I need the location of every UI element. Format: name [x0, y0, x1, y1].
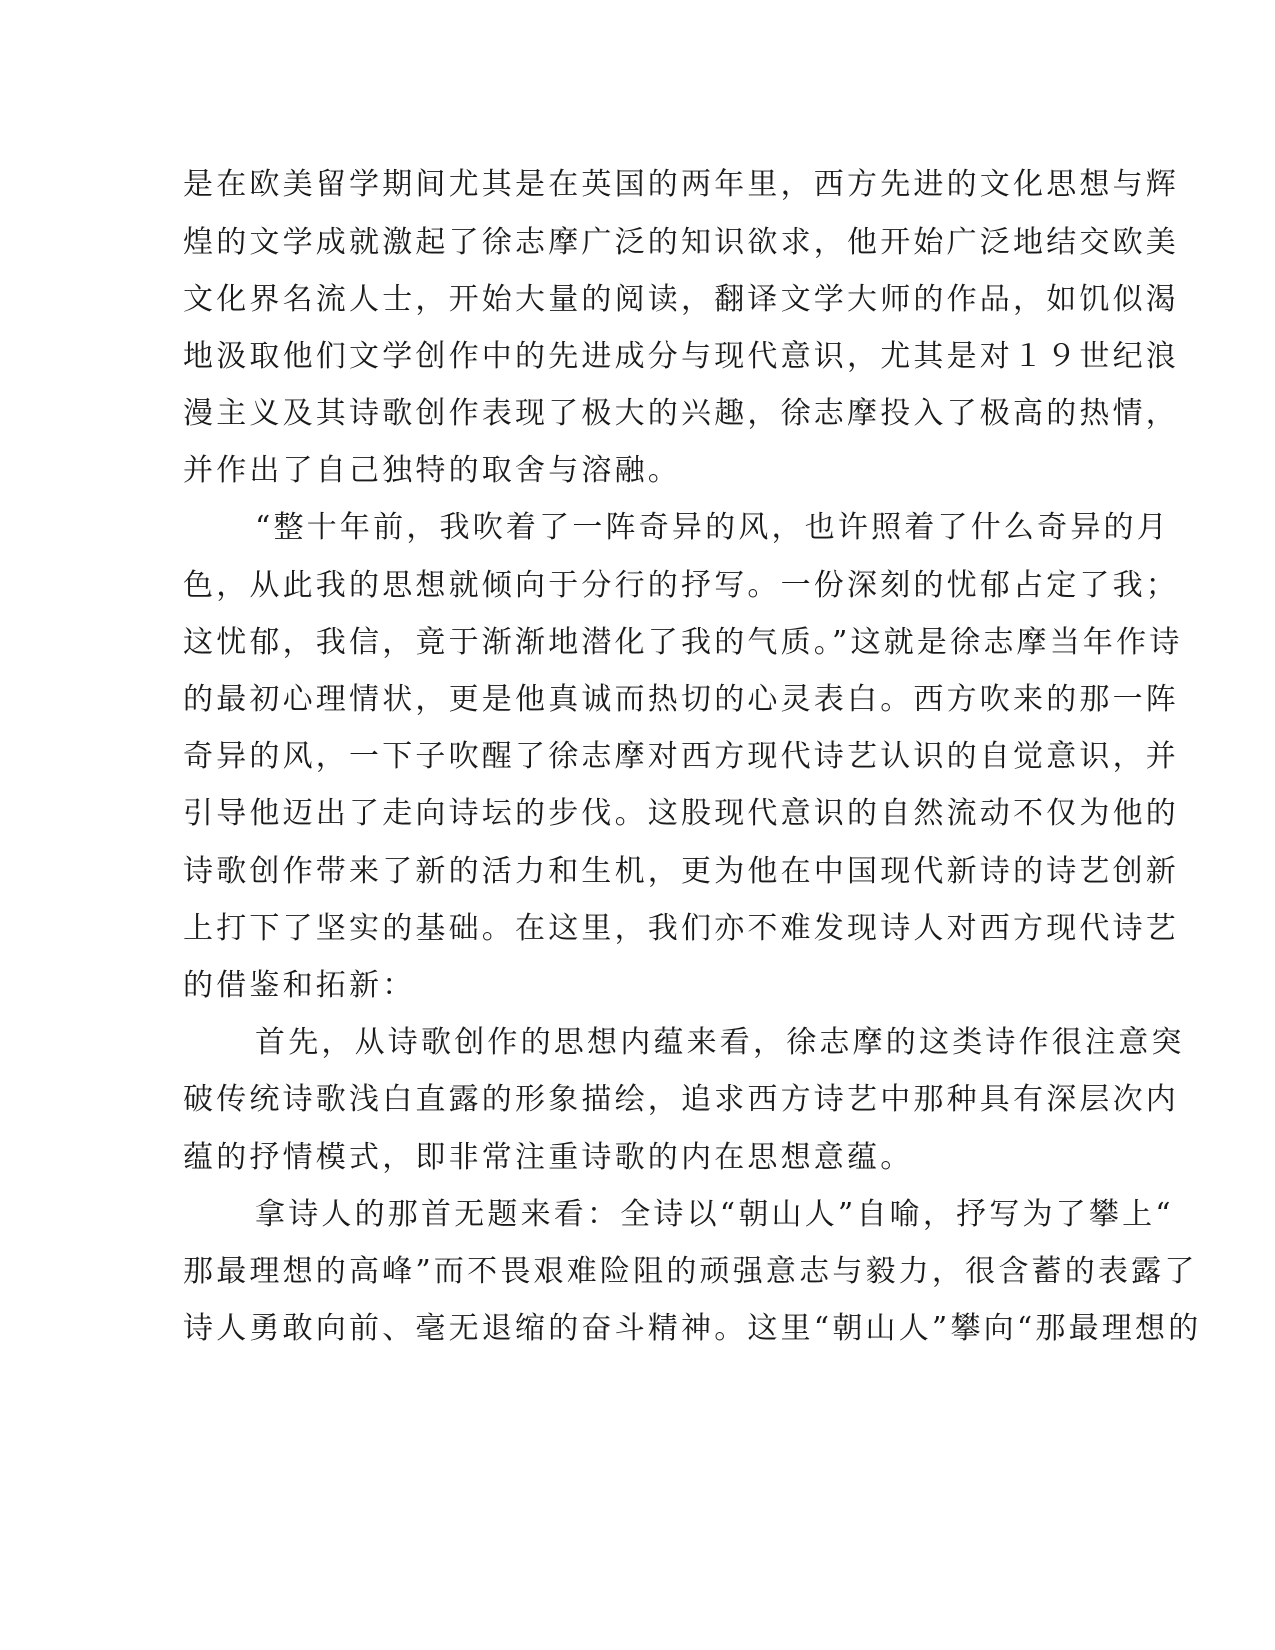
paragraph-line: 上打下了坚实的基础。在这里，我们亦不难发现诗人对西方现代诗艺 — [183, 911, 1179, 946]
paragraph-line: 这忧郁，我信，竟于渐渐地潜化了我的气质。”这就是徐志摩当年作诗 — [183, 625, 1183, 660]
paragraph-line: 诗人勇敢向前、毫无退缩的奋斗精神。这里“朝山人”攀向“那最理想的 — [183, 1311, 1202, 1346]
paragraph-line: 破传统诗歌浅白直露的形象描绘，追求西方诗艺中那种具有深层次内 — [183, 1082, 1179, 1117]
paragraph-line: 首先，从诗歌创作的思想内蕴来看，徐志摩的这类诗作很注意突 — [255, 1025, 1185, 1060]
paragraph-line: 地汲取他们文学创作中的先进成分与现代意识，尤其是对１９世纪浪 — [183, 339, 1179, 374]
paragraph-line: 那最理想的高峰”而不畏艰难险阻的顽强意志与毅力，很含蓄的表露了 — [183, 1254, 1198, 1289]
paragraph-line: 的最初心理情状，更是他真诚而热切的心灵表白。西方吹来的那一阵 — [183, 682, 1179, 717]
paragraph-line: 煌的文学成就激起了徐志摩广泛的知识欲求，他开始广泛地结交欧美 — [183, 225, 1179, 260]
paragraph-line: 诗歌创作带来了新的活力和生机，更为他在中国现代新诗的诗艺创新 — [183, 854, 1179, 889]
paragraph-line: 拿诗人的那首无题来看：全诗以“朝山人”自喻，抒写为了攀上“ — [255, 1197, 1174, 1232]
paragraph-line: 文化界名流人士，开始大量的阅读，翻译文学大师的作品，如饥似渴 — [183, 282, 1179, 317]
paragraph-line: “整十年前，我吹着了一阵奇异的风，也许照着了什么奇异的月 — [255, 510, 1170, 545]
paragraph-line: 奇异的风，一下子吹醒了徐志摩对西方现代诗艺认识的自觉意识，并 — [183, 739, 1179, 774]
paragraph-line: 蕴的抒情模式，即非常注重诗歌的内在思想意蕴。 — [183, 1140, 914, 1175]
paragraph-line: 引导他迈出了走向诗坛的步伐。这股现代意识的自然流动不仅为他的 — [183, 796, 1179, 831]
paragraph-line: 是在欧美留学期间尤其是在英国的两年里，西方先进的文化思想与辉 — [183, 167, 1179, 202]
paragraph-line: 色，从此我的思想就倾向于分行的抒写。一份深刻的忧郁占定了我； — [183, 568, 1179, 603]
paragraph-line: 漫主义及其诗歌创作表现了极大的兴趣，徐志摩投入了极高的热情， — [183, 396, 1179, 431]
paragraph-line: 并作出了自己独特的取舍与溶融。 — [183, 453, 681, 488]
paragraph-line: 的借鉴和拓新： — [183, 968, 416, 1003]
